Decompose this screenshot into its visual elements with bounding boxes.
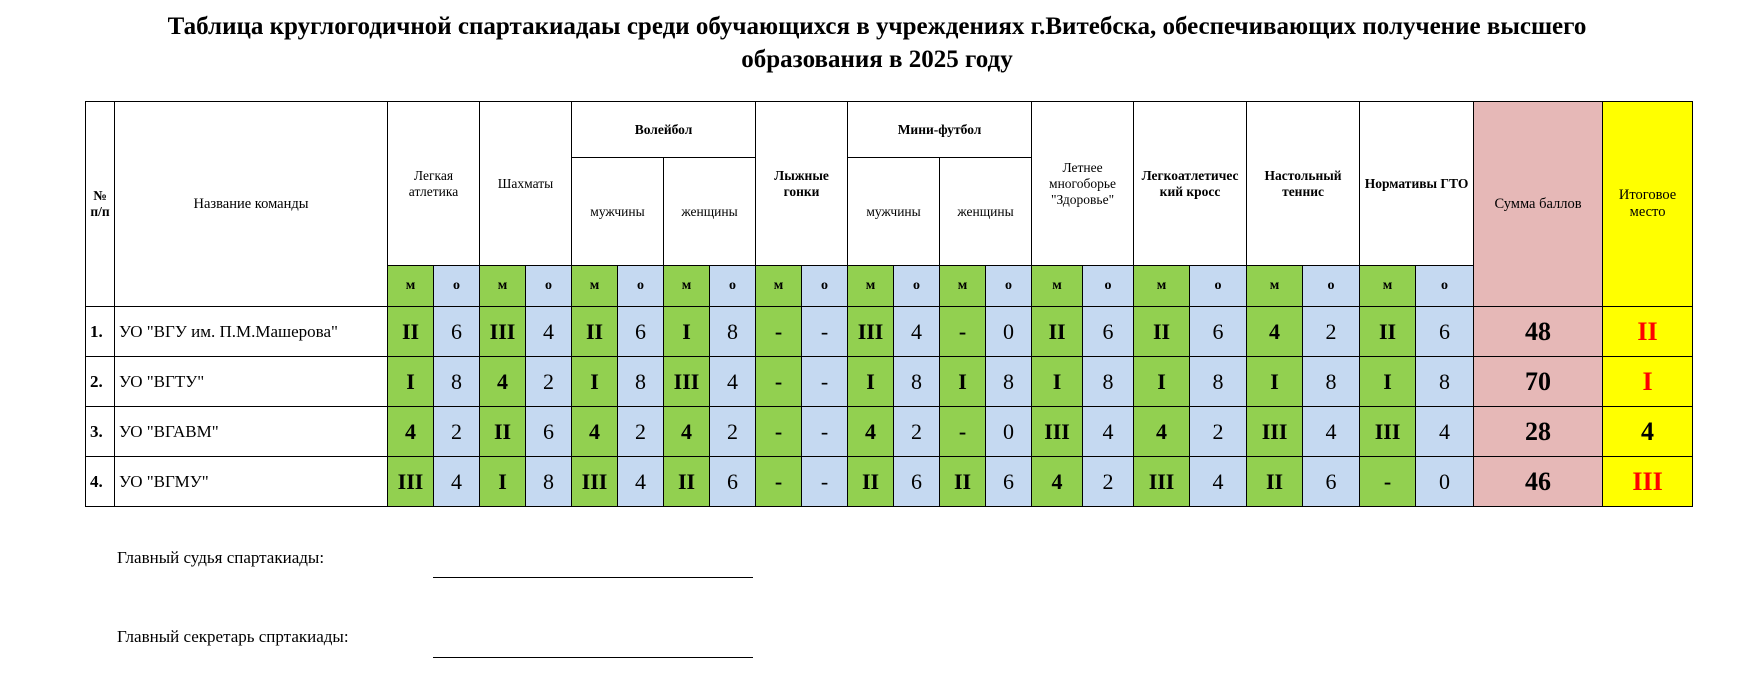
place-cell: I [480,457,526,507]
points-cell: 4 [894,307,940,357]
place-cell: I [1032,357,1083,407]
points-cell: 4 [618,457,664,507]
header-volleyball: Волейбол [572,102,756,158]
header-mini-football-women: женщины [940,158,1032,266]
header-tennis: Настольный теннис [1247,102,1360,266]
header-summer: Летнее многоборье "Здоровье" [1032,102,1134,266]
points-cell: 2 [1083,457,1134,507]
points-cell: 8 [526,457,572,507]
points-cell: 2 [894,407,940,457]
points-cell: - [802,407,848,457]
points-cell: - [802,357,848,407]
place-cell: II [1134,307,1190,357]
header-place: Итоговое место [1603,102,1693,307]
points-cell: 8 [894,357,940,407]
m-header: м [940,266,986,307]
points-cell: 2 [618,407,664,457]
o-header: о [710,266,756,307]
points-cell: 8 [1190,357,1247,407]
team-name: УО "ВГТУ" [115,357,388,407]
points-cell: 4 [710,357,756,407]
points-cell: 8 [618,357,664,407]
chief-judge-label: Главный судья спартакиады: [117,548,325,567]
points-cell: 6 [1083,307,1134,357]
title-line-1: Таблица круглогодичной спартакиадаы среди обучающихся в учреждениях г.Витебска, обеспечивающих получение высшего [167,13,1587,40]
place-cell: II [1247,457,1303,507]
place-cell: III [572,457,618,507]
place-cell: I [388,357,434,407]
points-cell: 6 [894,457,940,507]
m-header: м [1134,266,1190,307]
points-cell: 6 [710,457,756,507]
place-cell: III [480,307,526,357]
chief-judge-signature-line [433,577,753,578]
place-cell: 4 [480,357,526,407]
header-cross: Легкоатлетичес кий кросс [1134,102,1247,266]
o-header: о [526,266,572,307]
points-cell: 8 [434,357,480,407]
o-header: о [986,266,1032,307]
points-cell: 8 [1083,357,1134,407]
header-volleyball-men: мужчины [572,158,664,266]
header-light-athletics: Легкая атлетика [388,102,480,266]
place-cell: - [940,407,986,457]
place-cell: I [664,307,710,357]
points-cell: 2 [526,357,572,407]
place-cell: II [848,457,894,507]
title-line-2: образования в 2025 году [741,46,1013,73]
place-cell: II [572,307,618,357]
points-cell: 2 [1190,407,1247,457]
m-header: м [1032,266,1083,307]
points-cell: 4 [526,307,572,357]
place-cell: III [664,357,710,407]
points-cell: 2 [710,407,756,457]
place-cell: I [572,357,618,407]
place-cell: III [1360,407,1416,457]
header-ski: Лыжные гонки [756,102,848,266]
place-cell: II [1360,307,1416,357]
team-row [86,407,1693,457]
header-chess: Шахматы [480,102,572,266]
place-cell: 4 [572,407,618,457]
chief-secretary-signature-line [433,657,753,658]
m-header: м [480,266,526,307]
header-num: № п/п [86,102,115,307]
place-cell: - [940,307,986,357]
total-points: 28 [1474,407,1603,457]
place-cell: - [756,307,802,357]
points-cell: 0 [986,407,1032,457]
row-number: 2. [86,357,115,407]
m-header: м [572,266,618,307]
place-cell: II [388,307,434,357]
total-points: 46 [1474,457,1603,507]
o-header: о [1083,266,1134,307]
points-cell: 0 [1416,457,1474,507]
o-header: о [1303,266,1360,307]
place-cell: III [388,457,434,507]
o-header: о [618,266,664,307]
place-cell: 4 [664,407,710,457]
m-header: м [1247,266,1303,307]
o-header: о [894,266,940,307]
total-points: 70 [1474,357,1603,407]
points-cell: 6 [1416,307,1474,357]
place-cell: III [1032,407,1083,457]
final-place: 4 [1603,407,1693,457]
row-number: 1. [86,307,115,357]
points-cell: 4 [1083,407,1134,457]
points-cell: 6 [618,307,664,357]
place-cell: I [1360,357,1416,407]
team-row [86,457,1693,507]
m-header: м [1360,266,1416,307]
header-gto: Нормативы ГТО [1360,102,1474,266]
place-cell: I [940,357,986,407]
o-header: о [1190,266,1247,307]
points-cell: 6 [986,457,1032,507]
place-cell: III [1247,407,1303,457]
header-mini-football-men: мужчины [848,158,940,266]
chief-secretary-label: Главный секретарь спртакиады: [117,627,349,646]
points-cell: 8 [1416,357,1474,407]
points-cell: - [802,457,848,507]
total-points: 48 [1474,307,1603,357]
m-header: м [664,266,710,307]
points-cell: 8 [986,357,1032,407]
team-row [86,307,1693,357]
place-cell: - [756,407,802,457]
place-cell: II [940,457,986,507]
final-place: I [1603,357,1693,407]
place-cell: 4 [388,407,434,457]
m-header: м [756,266,802,307]
place-cell: I [1134,357,1190,407]
header-mini-football: Мини-футбол [848,102,1032,158]
points-cell: 6 [434,307,480,357]
points-cell: 6 [1303,457,1360,507]
place-cell: 4 [1032,457,1083,507]
m-header: м [848,266,894,307]
place-cell: - [1360,457,1416,507]
points-cell: 2 [1303,307,1360,357]
team-name: УО "ВГМУ" [115,457,388,507]
points-cell: 6 [1190,307,1247,357]
points-cell: 4 [1190,457,1247,507]
row-number: 4. [86,457,115,507]
place-cell: II [664,457,710,507]
place-cell: 4 [1134,407,1190,457]
points-cell: 2 [434,407,480,457]
header-sum: Сумма баллов [1474,102,1603,307]
place-cell: I [1247,357,1303,407]
place-cell: II [480,407,526,457]
header-volleyball-women: женщины [664,158,756,266]
place-cell: III [848,307,894,357]
points-cell: 6 [526,407,572,457]
results-table [85,101,1693,507]
points-cell: 4 [1416,407,1474,457]
points-cell: - [802,307,848,357]
points-cell: 8 [710,307,756,357]
team-row [86,357,1693,407]
team-name: УО "ВГАВМ" [115,407,388,457]
o-header: о [1416,266,1474,307]
o-header: о [434,266,480,307]
points-cell: 0 [986,307,1032,357]
place-cell: I [848,357,894,407]
header-team: Название команды [115,102,388,307]
final-place: II [1603,307,1693,357]
place-cell: 4 [848,407,894,457]
place-cell: III [1134,457,1190,507]
page-title [0,10,1754,76]
team-name: УО "ВГУ им. П.М.Машерова" [115,307,388,357]
points-cell: 4 [1303,407,1360,457]
row-number: 3. [86,407,115,457]
place-cell: - [756,357,802,407]
place-cell: II [1032,307,1083,357]
final-place: III [1603,457,1693,507]
m-header: м [388,266,434,307]
place-cell: 4 [1247,307,1303,357]
place-cell: - [756,457,802,507]
points-cell: 4 [434,457,480,507]
o-header: о [802,266,848,307]
points-cell: 8 [1303,357,1360,407]
